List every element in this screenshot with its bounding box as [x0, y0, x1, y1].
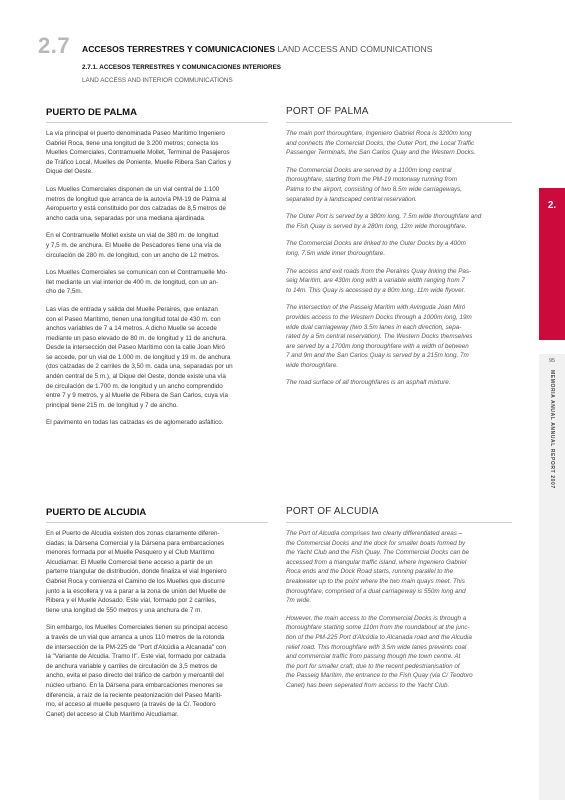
paragraph: The access and exit roads from the Peraires Quay linking the Pas- seig Marítim, are 430m long with a variable width ranging from 7 to 14m. This Quay is accessed by a 80m long, 11m wide flyover. [286, 267, 472, 294]
paragraph: En el Contramuelle Mollet existe un vial de 380 m. de longitud y 7,5 m. de anchura. El Muelle de Pescadores tiene una vía de circulación de 280 m. de longitud, con un ancho de 12 metros. [46, 232, 222, 259]
alcudia-body-es [46, 529, 268, 727]
paragraph: The road surface of all thoroughfares is an asphalt mixture. [286, 379, 451, 387]
palma-body-en [286, 129, 512, 396]
section-title-en: LAND ACCESS AND COMUNICATIONS [277, 44, 433, 54]
paragraph: The Outer Port is served by a 380m long, 7.5m wide thoroughfare and the Fish Quay is served by a 280m long, 12m wide thoroughfare. [286, 213, 482, 230]
palma-heading-en: PORT OF PALMA [286, 106, 369, 117]
paragraph: La vía principal el puerto denominada Paseo Marítimo Ingeniero Gabriel Roca, tiene una longitud de 3.200 metros; conecta los Muelles Comerciales, Contramuelle Mollet, Terminal de Pasajeros de Tráfico Local, Muelles de Poniente, Muelle Ribera San Carlos y Dique del Oeste. [46, 130, 232, 176]
paragraph: The Commercial Docks are linked to the Outer Docks by a 400m long, 7.5m wide inner thoroughfare. [286, 240, 466, 257]
chapter-number: 2. [547, 200, 557, 211]
palma-divider-en [286, 122, 512, 123]
alcudia-heading-es: PUERTO DE ALCUDIA [46, 507, 147, 518]
subsection-title-es: 2.7.1. ACCESOS TERRESTRES Y COMUNICACIONES INTERIORES [82, 64, 281, 71]
alcudia-heading-en: PORT OF ALCUDIA [286, 506, 379, 517]
alcudia-body-en [286, 529, 512, 699]
paragraph: Los Muelles Comerciales se comunican con el Contramuelle Mo- llet mediante un vial interior de 400 m. de longitud, con un an- cho de 7,5m. [46, 269, 228, 296]
paragraph: However, the main access to the Commercial Docks is through a thoroughfare starting some 110m from the roundabout at the junc- tion of the PM-225 Port d'Alcúdia to Alcanada road and the Alcudia relief road. This thoroughfare with 3.5m wide lanes prevents coal and commercial traffic from passing though the town centre. At the port for smaller craft, due to the recent pedestrianisation of the Passeig Marítim, the entrance to the Fish Quay (via C/ Teodoro Canet) has been seperated from access to the Yacht Club. [286, 614, 473, 689]
chapter-tab [539, 188, 565, 340]
section-number: 2.7 [38, 33, 71, 58]
palma-body-es [46, 129, 268, 436]
section-title-es: ACCESOS TERRESTRES Y COMUNICACIONES [82, 44, 276, 54]
report-title-vertical: MEMORIA ANUAL ANNUAL REPORT 2007 [549, 370, 555, 489]
paragraph: The main port thoroughfare, Ingeniero Gabriel Roca is 3200m long and connects the Comercial Docks, the Outer Port, the Local Traffic Passenger Terminals, the San Carlos Quay and the Western Docks. [286, 130, 476, 157]
paragraph: The intersection of the Passeig Marítim with Avinguda Joan Miró provides access to the Western Docks through a 1000m long, 19m wide dual carriageway (two 3.5m lanes in each direction, sepa- rated by a 5m central reservation). The Western Docks themselves are served by a 1700m long thoroughfare with a width of between 7 and 9m and the San Carlos Quay is served by a 215m long, 7m wide thoroughfare. [286, 304, 473, 369]
paragraph: Las vías de entrada y salida del Muelle Peraires, que enlazan con el Paseo Marítimo, tienen una longitud total de 430 m. con anchos variables de 7 a 14 metros. A dicho Muelle se accede mediante un paso elevado de 80 m. de longitud y 11 de anchura. Desde la intersección del Paseo Marítimo con la calle Joan Miró se accede, por un vial de 1.000 m. de longitud y 19 m. de anchura (dos calzadas de 2 carriles de 3,50 m. cada una, separadas por un andén central de 5 m.), al Dique del Oeste, donde existe una vía de circulación de 1.700 m. de longitud y un ancho comprendido entre 7 y 9 metros, y al Muelle de Ribera de San Carlos, cuya vía principal tiene 215 m. de longitud y 7 de ancho. [46, 305, 233, 409]
paragraph: Los Muelles Comerciales disponen de un vial central de 1.100 metros de longitud que arranca de la autovía PM-19 de Palma al Aeropuerto y está constituido por dos calzadas de 8,5 metros de ancho cada una, separadas por una mediana ajardinada. [46, 185, 227, 222]
page-number: 95 [548, 358, 556, 364]
section-title [82, 44, 433, 54]
paragraph: The Commercial Docks are served by a 1100m long central thoroughfare, starting from the PM-19 motorway running from Palma to the airport, consisting of two 8.5m wide carriageways, separated by a landscaped central reservation. [286, 166, 463, 203]
paragraph: El pavimento en todas las calzadas es de aglomerado asfáltico. [46, 419, 224, 427]
paragraph: En el Puerto de Alcudia existen dos zonas claramente diferen- ciadas; la Dársena Comercial y la Dársena para embarcaciones menores formada por el Muelle Pesquero y el Club Marítimo Alcudiamar. El Muelle Comercial tiene acceso a partir de un parterre triangular de distribución, donde finaliza el vial Ingeniero Gabriel Roca y comienza el Camino de los Muelles que discurre junto a la escollera y va a parar a la zona de unión del Muelle de Ribera y el Muelle Adosado. Este vial, formado por 2 carriles, tiene una longitud de 550 metros y una anchura de 7 m. [46, 530, 227, 614]
alcudia-divider-es [46, 522, 268, 523]
palma-divider-es [46, 122, 268, 123]
paragraph: Sin embargo, los Muelles Comerciales tienen su principal acceso a través de un vial que arranca a unos 110 metros de la rotonda de intersección de la PM-225 de "Port d'Alcúdia a Alcanada" con la "Variante de Alcudia. Tramo II". Este vial, formado por calzada de anchura variable y carriles de circulación de 3,5 metros de ancho, evita el paso directo del tráfico de carbón y mercantil del núcleo urbano. En la Dársena para embarcaciones menores se diferencia, a raíz de la reciente peatonización del Paseo Maríti- mo, el acceso al muelle pesquero (a través de la C/. Teodoro Canet) del acceso al Club Marítimo Alcudiamar. [46, 624, 228, 718]
alcudia-divider-en [286, 522, 512, 523]
subsection-title-en: LAND ACCESS AND INTERIOR COMMUNICATIONS [82, 77, 233, 84]
paragraph: The Port of Alcudia comprises two clearly differentiated areas – the Commercial Docks and the dock for smaller boats formed by the Yacht Club and the Fish Quay. The Commercial Docks can be accessed from a triangular traffic island, where Ingeniero Gabriel Roca ends and the Dock Road starts, running parallel to the breakwater up to the point where the two main quays meet. This thoroughfare, comprised of a dual carriageway is 550m long and 7m wide. [286, 530, 470, 605]
page-sidebar [539, 354, 565, 800]
palma-heading-es: PUERTO DE PALMA [46, 107, 137, 118]
